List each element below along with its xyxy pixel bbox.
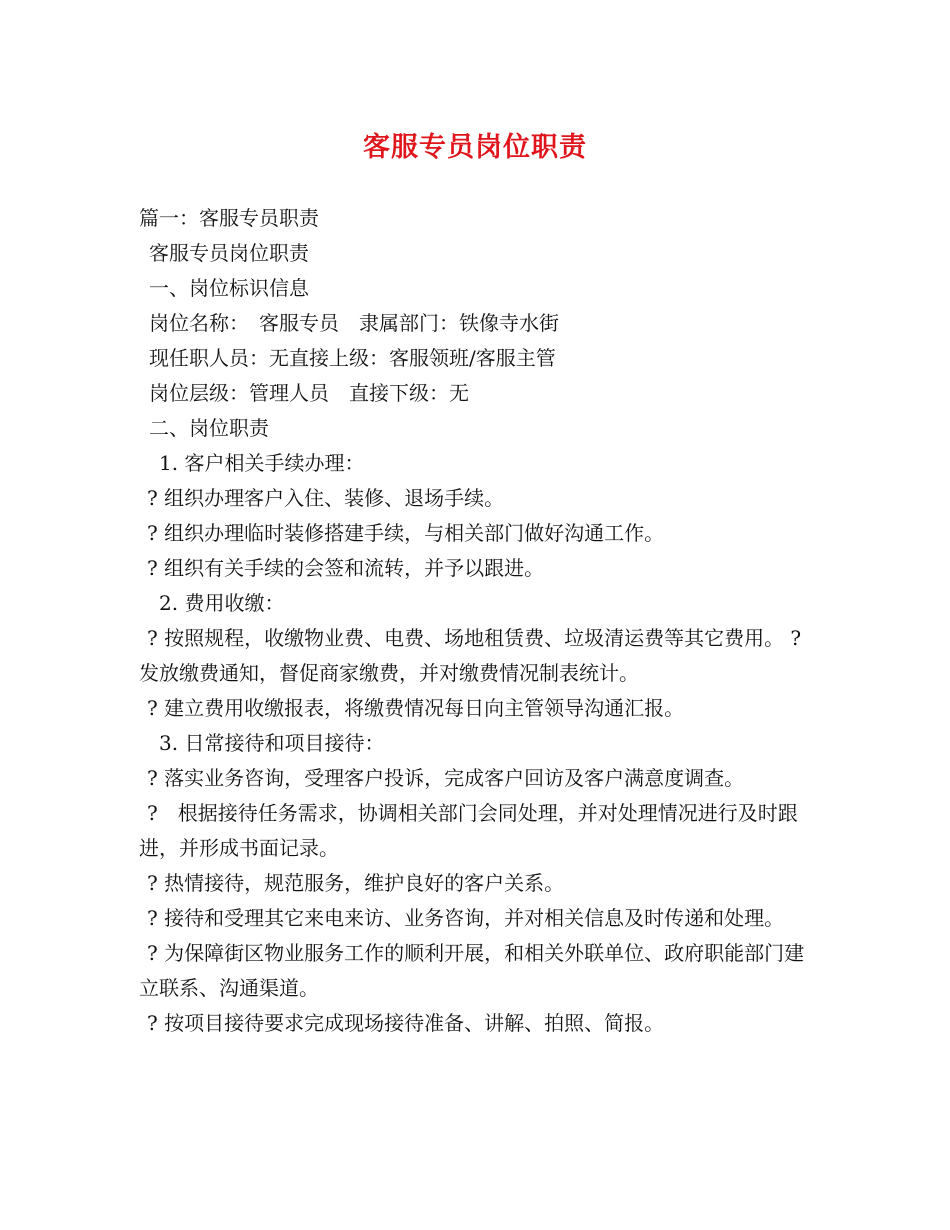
section-heading: 篇一：客服专员职责 [139, 206, 319, 230]
bullet-item: ? 建立费用收缴报表，将缴费情况每日向主管领导沟通汇报。 [147, 696, 685, 720]
section-heading: 二、岗位职责 [149, 416, 269, 440]
section-heading: 一、岗位标识信息 [149, 276, 309, 300]
bullet-item [139, 796, 815, 866]
bullet-item: ? 组织办理客户入住、装修、退场手续。 [147, 486, 505, 510]
bullet-item-text: ? 为保障街区物业服务工作的顺利开展，和相关外联单位、政府职能部门建立联系、沟通渠道。 [139, 941, 805, 1000]
bullet-item [139, 936, 815, 1006]
bullet-item-text: ? 根据接待任务需求，协调相关部门会同处理，并对处理情况进行及时跟进，并形成书面记录。 [139, 801, 798, 860]
bullet-item: ? 按项目接待要求完成现场接待准备、讲解、拍照、简报。 [147, 1011, 665, 1035]
bullet-item [139, 901, 815, 936]
bullet-item: ? 组织有关手续的会签和流转，并予以跟进。 [147, 556, 545, 580]
document-body [139, 201, 815, 1041]
bullet-item: ? 组织办理临时装修搭建手续，与相关部门做好沟通工作。 [147, 521, 665, 545]
numbered-heading: 1. 客户相关手续办理： [159, 451, 365, 475]
subheading: 客服专员岗位职责 [149, 241, 309, 265]
info-line: 现任职人员：无直接上级：客服领班/客服主管 [149, 346, 556, 370]
numbered-heading: 3. 日常接待和项目接待： [159, 731, 385, 755]
numbered-heading: 2. 费用收缴： [159, 591, 285, 615]
bullet-item-text: ? 按照规程，收缴物业费、电费、场地租赁费、垃圾清运费等其它费用。 ? 发放缴费通知，督促商家缴费，并对缴费情况制表统计。 [139, 626, 802, 685]
bullet-item: ? 落实业务咨询，受理客户投诉，完成客户回访及客户满意度调查。 [147, 766, 745, 790]
bullet-item [139, 621, 815, 691]
document-title: 客服专员岗位职责 [363, 132, 587, 163]
bullet-item: ? 热情接待，规范服务，维护良好的客户关系。 [147, 871, 565, 895]
bullet-item-text: ? 接待和受理其它来电来访、业务咨询，并对相关信息及时传递和处理。 [147, 906, 785, 930]
info-line: 岗位名称： 客服专员 隶属部门：铁像寺水街 [149, 311, 559, 335]
info-line: 岗位层级：管理人员 直接下级：无 [149, 381, 469, 405]
